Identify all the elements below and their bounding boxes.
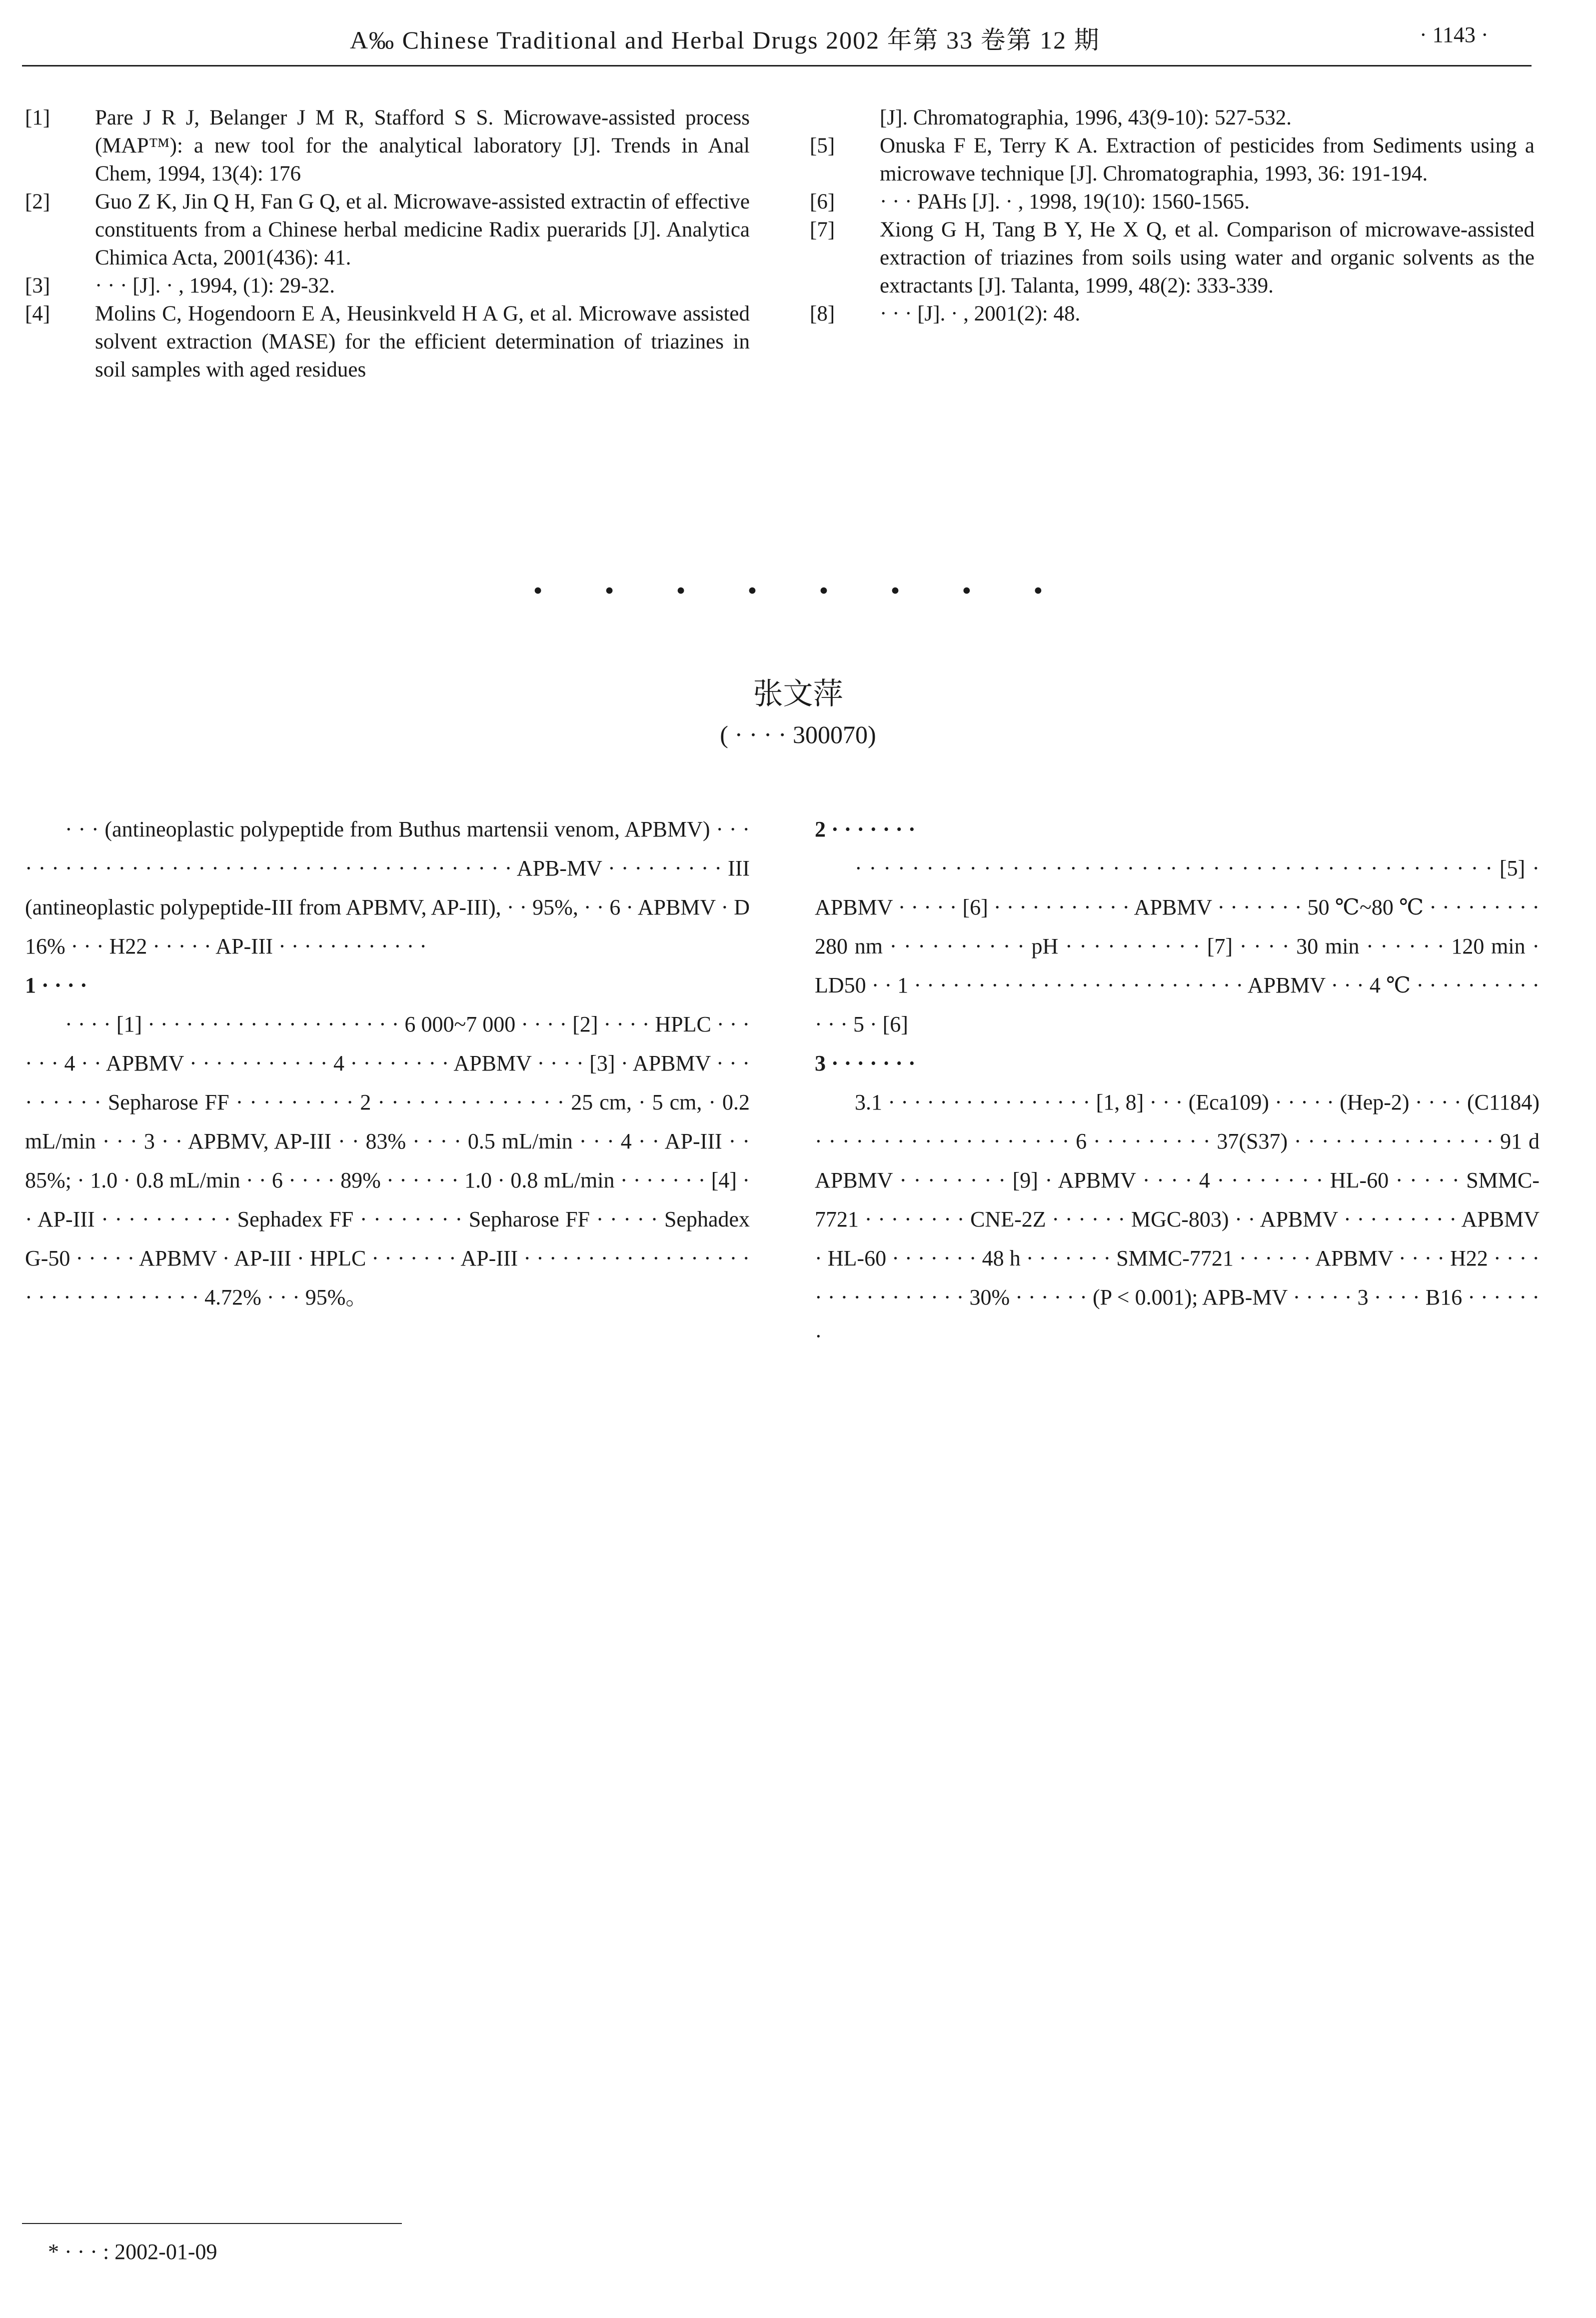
reference-number: [7]	[810, 218, 835, 242]
journal-header: A‰ Chinese Traditional and Herbal Drugs 2002 年第 33 卷第 12 期	[350, 26, 1100, 54]
body-paragraph: · · · (antineoplastic polypeptide from Buthus martensii venom, APBMV) · · · · · · · · · · · · · · · · · · · · · · · · · · · · · · · · · · · · · · · · APB-MV · · · · · · · · · III (antineoplastic polypeptide-III from APBMV, AP-III), · · 95%, · · 6 · APBMV · D 16% · · · H22 · · · · · AP-III · · · · · · · · · · · ·	[25, 817, 750, 958]
reference-number: [3]	[25, 274, 50, 298]
reference-text: Molins C, Hogendoorn E A, Heusinkveld H A G, et al. Microwave assisted solvent extraction (MASE) for the efficient determination of triazines in soil samples with aged residues	[95, 302, 750, 382]
reference-entry	[25, 272, 750, 300]
reference-number: [2]	[25, 190, 50, 214]
body-right-column	[815, 810, 1540, 1356]
reference-text: Guo Z K, Jin Q H, Fan G Q, et al. Microwave-assisted extractin of effective constituents from a Chinese herbal medicine Radix puerarids [J]. Analytica Chimica Acta, 2001(436): 41.	[95, 190, 750, 270]
page-number: · 1143 ·	[1420, 22, 1489, 47]
reference-number: [6]	[810, 190, 835, 214]
header-rule	[22, 65, 1532, 66]
reference-number: [4]	[25, 302, 50, 326]
section-heading: 3 · · · · · · ·	[815, 1051, 916, 1076]
reference-entry	[810, 216, 1535, 300]
reference-entry	[25, 188, 750, 272]
article-title: · · · · · · · ·	[529, 561, 1067, 620]
body-paragraph: 3.1 · · · · · · · · · · · · · · · · [1, 8] · · · (Eca109) · · · · · (Hep-2) · · · · (C1184) · · · · · · · · · · · · · · · · · · · 6 · · · · · · · · · 37(S37) · · · · · · · · · · · · · · · 91 d APBMV · · · · · · · · [9] · APBMV · · · · 4 · · · · · · · · HL-60 · · · · · SMMC-7721 · · · · · · · · CNE-2Z · · · · · · MGC-803) · · APBMV · · · · · · · · · APBMV · HL-60 · · · · · · · 48 h · · · · · · · SMMC-7721 · · · · · · APBMV · · · · H22 · · · · · · · · · · · · · · · · 30% · · · · · · (P < 0.001); APB-MV · · · · · 3 · · · · B16 · · · · · · ·	[815, 1090, 1540, 1348]
page-header	[0, 0, 1596, 70]
section-heading: 2 · · · · · · ·	[815, 817, 916, 842]
references-right-column	[810, 104, 1535, 328]
article-affiliation: ( · · · · 300070)	[720, 720, 876, 748]
reference-entry	[810, 104, 1535, 132]
reference-entry	[810, 188, 1535, 216]
footnote-rule	[22, 2223, 402, 2224]
reference-entry	[810, 132, 1535, 188]
reference-number: [8]	[810, 302, 835, 326]
references-left-column	[25, 104, 750, 384]
reference-text: · · · PAHs [J]. · , 1998, 19(10): 1560-1565.	[880, 190, 1250, 214]
reference-number: [1]	[25, 106, 50, 130]
reference-text: · · · [J]. · , 2001(2): 48.	[880, 302, 1081, 326]
section-heading: 1 · · · ·	[25, 973, 87, 998]
reference-text: · · · [J]. · , 1994, (1): 29-32.	[95, 274, 335, 298]
body-paragraph: · · · · [1] · · · · · · · · · · · · · · · · · · · · 6 000~7 000 · · · · [2] · · · · HPLC · · · · · · 4 · · APBMV · · · · · · · · · · · 4 · · · · · · · · APBMV · · · · [3] · APBMV · · · · · · · · · Sepharose FF · · · · · · · · · 2 · · · · · · · · · · · · · · 25 cm, · 5 cm, · 0.2 mL/min · · · 3 · · APBMV, AP-III · · 83% · · · · 0.5 mL/min · · · 4 · · AP-III · · 85%; · 1.0 · 0.8 mL/min · · 6 · · · · 89% · · · · · · 1.0 · 0.8 mL/min · · · · · · · [4] · · AP-III · · · · · · · · · · Sephadex FF · · · · · · · · Sepharose FF · · · · · Sephadex G-50 · · · · · APBMV · AP-III · HPLC · · · · · · · AP-III · · · · · · · · · · · · · · · · · · · · · · · · · · · · · · · · 4.72% · · · 95%。	[25, 1012, 750, 1310]
reference-text: Xiong G H, Tang B Y, He X Q, et al. Comparison of microwave-assisted extraction of triazines from soils using water and organic solvents as the extractants [J]. Talanta, 1999, 48(2): 333-339.	[880, 218, 1535, 298]
reference-text: [J]. Chromatographia, 1996, 43(9-10): 527-532.	[880, 106, 1292, 130]
footnote: * · · · : 2002-01-09	[48, 2240, 217, 2264]
reference-entry	[25, 300, 750, 384]
body-left-column	[25, 810, 750, 1317]
reference-entry	[25, 104, 750, 188]
body-paragraph: · · · · · · · · · · · · · · · · · · · · · · · · · · · · · · · · · · · · · · · · · · · · · [5] · APBMV · · · · · [6] · · · · · · · · · · · APBMV · · · · · · · 50 ℃~80 ℃ · · · · · · · · · 280 nm · · · · · · · · · · pH · · · · · · · · · · [7] · · · · 30 min · · · · · · 120 min · LD50 · · 1 · · · · · · · · · · · · · · · · · · · · · · · · · · APBMV · · · 4 ℃ · · · · · · · · · · · · · 5 · [6]	[815, 856, 1540, 1036]
reference-number: [5]	[810, 134, 835, 158]
reference-text: Onuska F E, Terry K A. Extraction of pesticides from Sediments using a microwave technique [J]. Chromatographia, 1993, 36: 191-194.	[880, 134, 1535, 186]
reference-text: Pare J R J, Belanger J M R, Stafford S S. Microwave-assisted process (MAP™): a new tool for the analytical laboratory [J]. Trends in Anal Chem, 1994, 13(4): 176	[95, 106, 750, 186]
reference-entry	[810, 300, 1535, 328]
article-author: 张文萍	[753, 676, 843, 712]
